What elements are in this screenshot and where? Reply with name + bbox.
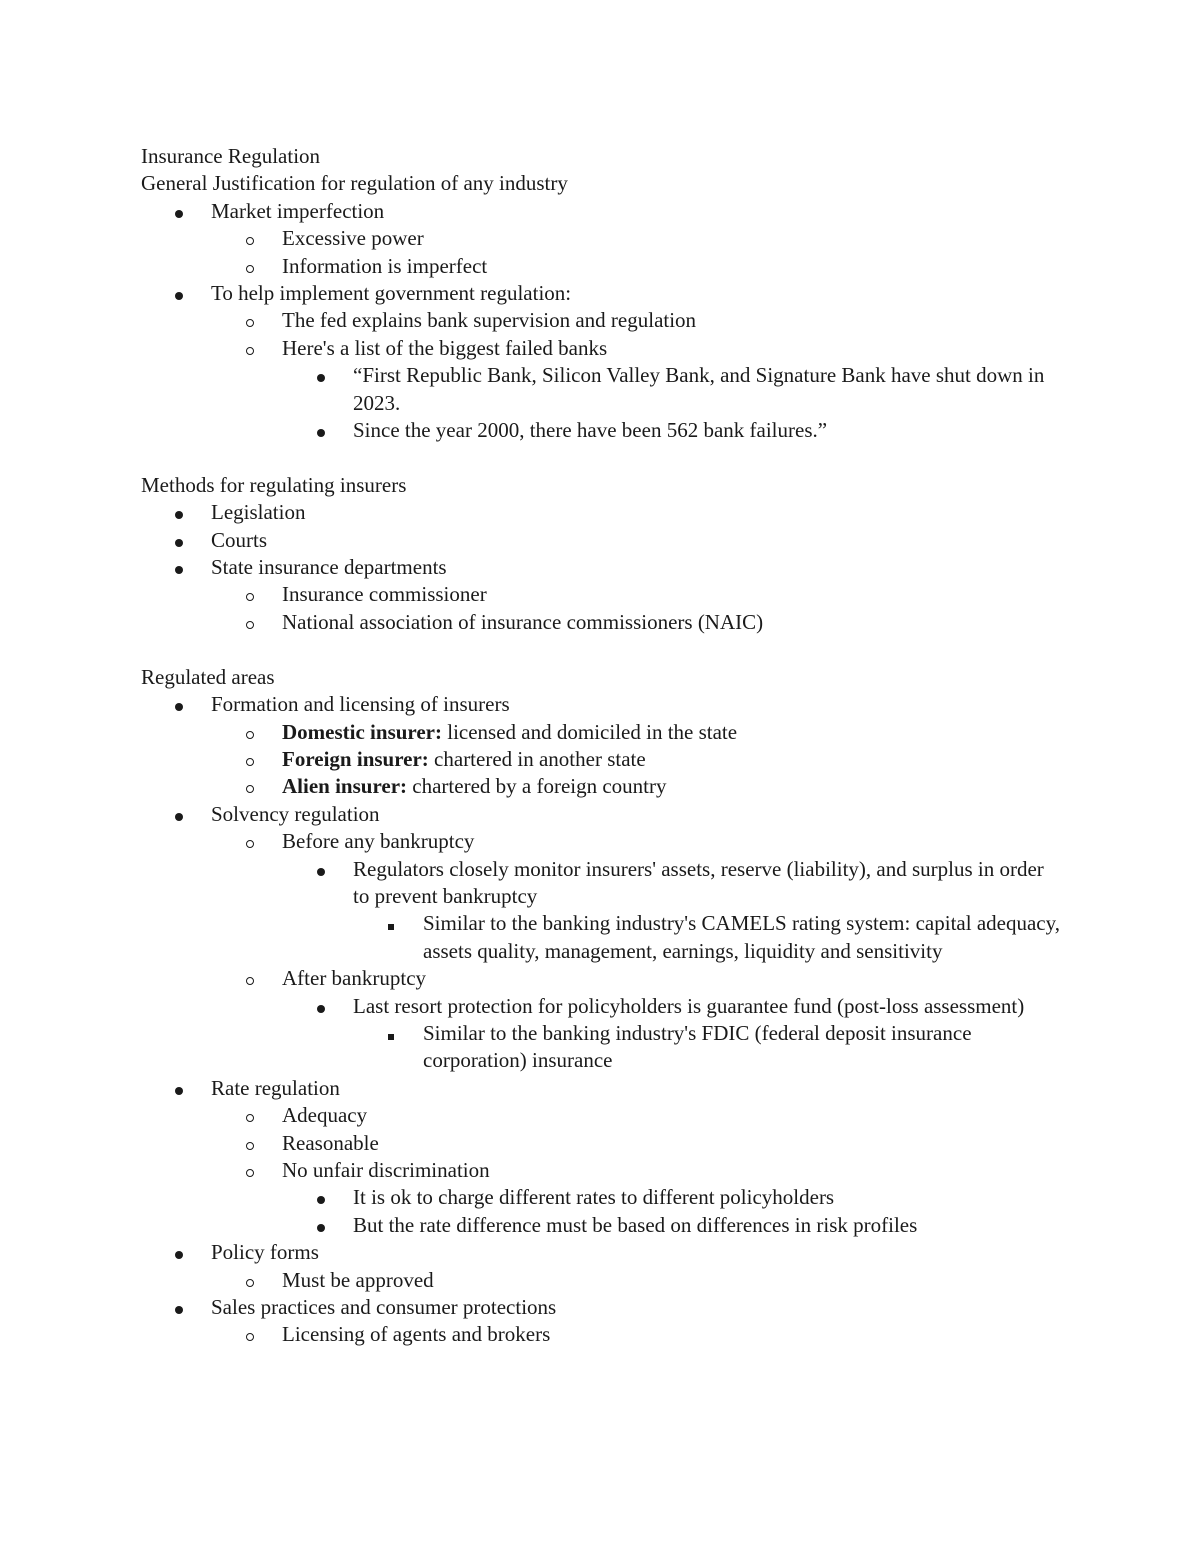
section-heading-areas: Regulated areas (141, 664, 275, 689)
list-item-text: Insurance commissioner (282, 582, 487, 607)
list-item (141, 856, 1061, 911)
list-item (141, 225, 1061, 252)
list-item (141, 335, 1061, 362)
bullet-circle-icon (246, 828, 276, 855)
bullet-circle-icon (246, 335, 276, 362)
bullet-dot-icon (317, 856, 347, 883)
bullet-dot-icon (317, 362, 347, 389)
blank-line (141, 636, 1061, 663)
list-item-text: Since the year 2000, there have been 562 bank failures.” (353, 418, 828, 443)
list-item-text: Policy forms (211, 1240, 319, 1265)
bullet-dot-icon (175, 280, 205, 307)
list-item (141, 198, 1061, 225)
list-item (141, 609, 1061, 636)
list-item-text: Before any bankruptcy (282, 829, 475, 854)
list-item (141, 691, 1061, 718)
term-label: Foreign insurer: (282, 746, 429, 771)
bullet-circle-icon (246, 609, 276, 636)
bullet-dot-icon (175, 1294, 205, 1321)
list-item-text: The fed explains bank supervision and regulation (282, 308, 697, 333)
list-item (141, 801, 1061, 828)
bullet-circle-icon (246, 1102, 276, 1129)
section-heading-methods: Methods for regulating insurers (141, 472, 407, 497)
list-item-text: Courts (211, 527, 268, 552)
list-item (141, 253, 1061, 280)
bullet-dot-icon (317, 1184, 347, 1211)
bullet-circle-icon (246, 581, 276, 608)
bullet-circle-icon (246, 773, 276, 800)
list-item-text: It is ok to charge different rates to different policyholders (353, 1185, 835, 1210)
document-title: Insurance Regulation (141, 144, 321, 168)
list-item (141, 993, 1061, 1020)
list-item (141, 280, 1061, 307)
bullet-dot-icon (175, 554, 205, 581)
bullet-dot-icon (175, 1239, 205, 1266)
bullet-dot-icon (175, 527, 205, 554)
list-item (141, 362, 1061, 417)
list-item (141, 1184, 1061, 1211)
list-item-text: State insurance departments (211, 555, 447, 580)
bullet-dot-icon (317, 993, 347, 1020)
list-item-text: Rate regulation (211, 1075, 340, 1100)
list-item (141, 499, 1061, 526)
list-item (141, 746, 1061, 773)
bullet-dot-icon (175, 1075, 205, 1102)
list-item-text: Regulators closely monitor insurers' assets, reserve (liability), and surplus in order to prevent bankruptcy (353, 856, 1044, 908)
list-item (141, 910, 1061, 965)
list-item (141, 773, 1061, 800)
list-item-text: But the rate difference must be based on differences in risk profiles (353, 1212, 918, 1237)
list-item-text: Licensing of agents and brokers (282, 1322, 551, 1347)
list-item (141, 719, 1061, 746)
list-item-text: Legislation (211, 500, 306, 525)
bullet-dot-icon (317, 417, 347, 444)
bullet-circle-icon (246, 225, 276, 252)
list-item (141, 1075, 1061, 1102)
list-item-text: “First Republic Bank, Silicon Valley Bank, and Signature Bank have shut down in 2023. (353, 363, 1045, 415)
list-item (141, 965, 1061, 992)
list-item (141, 1239, 1061, 1266)
term-definition: chartered in another state (428, 746, 646, 771)
bullet-dot-icon (175, 801, 205, 828)
list-item-text: Here's a list of the biggest failed banks (282, 335, 608, 360)
term-definition: licensed and domiciled in the state (442, 719, 738, 744)
section-heading-justification: General Justification for regulation of any industry (141, 171, 568, 196)
list-item (141, 1157, 1061, 1184)
term-label: Alien insurer: (282, 774, 408, 799)
bullet-circle-icon (246, 965, 276, 992)
list-item (141, 1321, 1061, 1348)
bullet-square-icon (388, 910, 418, 937)
term-definition: chartered by a foreign country (407, 774, 667, 799)
bullet-circle-icon (246, 1267, 276, 1294)
list-item-text: Must be approved (282, 1267, 434, 1292)
list-item-text: National association of insurance commissioners (NAIC) (282, 609, 764, 634)
list-item-text: No unfair discrimination (282, 1158, 490, 1182)
bullet-circle-icon (246, 253, 276, 280)
bullet-square-icon (388, 1020, 418, 1047)
list-item-text: Sales practices and consumer protections (211, 1295, 557, 1320)
list-item (141, 1212, 1061, 1239)
bullet-dot-icon (175, 691, 205, 718)
document-page (141, 143, 1061, 1349)
list-item (141, 527, 1061, 554)
list-item-text: Solvency regulation (211, 801, 380, 826)
list-item-text: Similar to the banking industry's FDIC (federal deposit insurance corporation) insurance (423, 1020, 972, 1073)
list-item (141, 554, 1061, 581)
list-item-text: Formation and licensing of insurers (211, 692, 510, 717)
list-item-text: Similar to the banking industry's CAMELS rating system: capital adequacy, assets quality, management, earnings, liquidity and sensitivity (423, 911, 1060, 963)
term-label: Domestic insurer: (282, 719, 442, 744)
list-item (141, 1020, 1061, 1075)
list-item-text: After bankruptcy (282, 966, 427, 991)
list-item (141, 307, 1061, 334)
bullet-circle-icon (246, 746, 276, 773)
list-item-text: Adequacy (282, 1103, 368, 1128)
list-item-text: Last resort protection for policyholders is guarantee fund (post-loss assessment) (353, 993, 1025, 1018)
list-item (141, 417, 1061, 444)
list-item-text: Information is imperfect (282, 253, 488, 278)
bullet-dot-icon (317, 1212, 347, 1239)
blank-line (141, 444, 1061, 471)
list-item-text: To help implement government regulation: (211, 281, 572, 306)
bullet-dot-icon (175, 198, 205, 225)
bullet-circle-icon (246, 307, 276, 334)
bullet-circle-icon (246, 1321, 276, 1348)
list-item (141, 828, 1061, 855)
list-item (141, 1102, 1061, 1129)
bullet-circle-icon (246, 1157, 276, 1184)
list-item-text: Reasonable (282, 1130, 379, 1155)
list-item (141, 1130, 1061, 1157)
bullet-circle-icon (246, 719, 276, 746)
list-item (141, 581, 1061, 608)
list-item (141, 1267, 1061, 1294)
list-item (141, 1294, 1061, 1321)
list-item-text: Market imperfection (211, 198, 385, 223)
bullet-dot-icon (175, 499, 205, 526)
list-item-text: Excessive power (282, 226, 424, 251)
bullet-circle-icon (246, 1130, 276, 1157)
